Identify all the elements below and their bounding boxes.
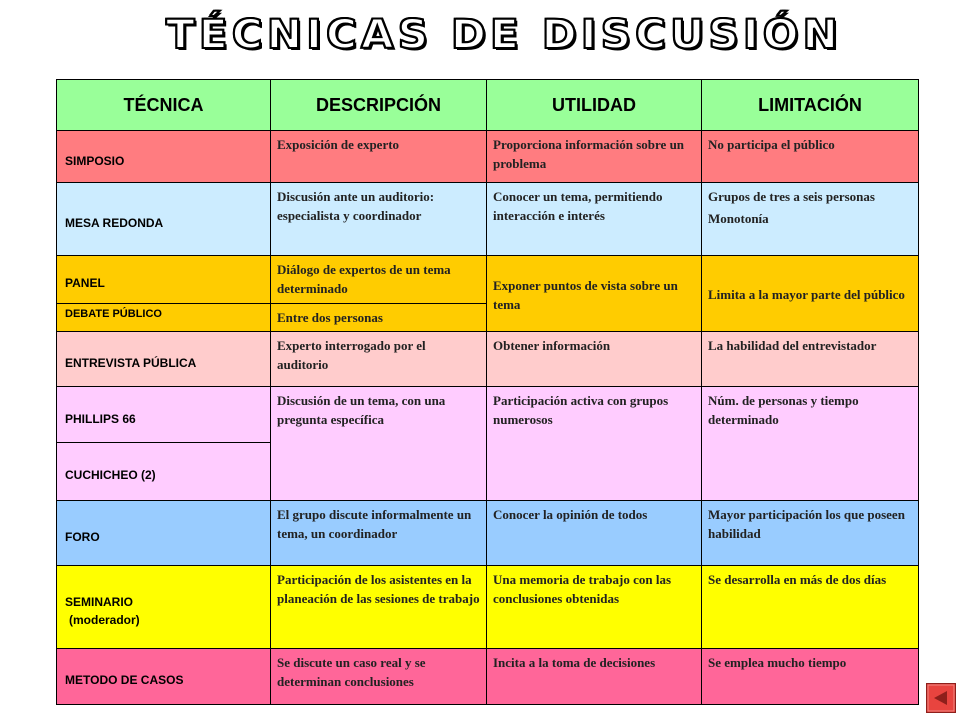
limitacion-line-2: Monotonía [708, 211, 769, 227]
row-foro [57, 500, 919, 565]
header-descripcion: DESCRIPCIÓN [271, 80, 487, 131]
cell-tecnica: METODO DE CASOS [57, 648, 271, 704]
cell-descripcion: Exposición de experto [271, 131, 487, 183]
cell-tecnica: PANEL [57, 255, 271, 303]
row-simposio [57, 131, 919, 183]
cell-tecnica: DEBATE PÚBLICO [57, 304, 271, 332]
header-utilidad: UTILIDAD [487, 80, 702, 131]
cell-utilidad: Participación activa con grupos numerosos [487, 387, 702, 501]
cell-utilidad: Una memoria de trabajo con las conclusiones obtenidas [487, 566, 702, 648]
cell-utilidad: Proporciona información sobre un problema [487, 131, 702, 183]
cell-utilidad: Conocer un tema, permitiendo interacción e interés [487, 183, 702, 255]
cell-descripcion: El grupo discute informalmente un tema, un coordinador [271, 500, 487, 565]
limitacion-line-1: Grupos de tres a seis personas [708, 189, 875, 205]
cell-limitacion [702, 183, 919, 255]
cell-utilidad: Obtener información [487, 332, 702, 387]
cell-limitacion: Se desarrolla en más de dos días [702, 566, 919, 648]
tecnica-line-2: (moderador) [69, 612, 140, 627]
cell-descripcion: Se discute un caso real y se determinan conclusiones [271, 648, 487, 704]
row-panel [57, 255, 919, 303]
header-row [57, 80, 919, 131]
cell-tecnica: MESA REDONDA [57, 183, 271, 255]
cell-utilidad: Exponer puntos de vista sobre un tema [487, 255, 702, 331]
cell-descripcion: Experto interrogado por el auditorio [271, 332, 487, 387]
back-button[interactable] [926, 683, 956, 713]
cell-tecnica [57, 566, 271, 648]
row-mesa-redonda [57, 183, 919, 255]
cell-limitacion: No participa el público [702, 131, 919, 183]
cell-descripcion: Diálogo de expertos de un tema determinado [271, 255, 487, 303]
row-metodo-de-casos [57, 648, 919, 704]
cell-limitacion: Núm. de personas y tiempo determinado [702, 387, 919, 501]
cell-limitacion: Se emplea mucho tiempo [702, 648, 919, 704]
cell-tecnica: CUCHICHEO (2) [57, 442, 271, 500]
cell-tecnica: SIMPOSIO [57, 131, 271, 183]
cell-descripcion: Participación de los asistentes en la planeación de las sesiones de trabajo [271, 566, 487, 648]
cell-utilidad: Incita a la toma de decisiones [487, 648, 702, 704]
header-tecnica: TÉCNICA [57, 80, 271, 131]
row-phillips-66 [57, 387, 919, 442]
cell-tecnica: PHILLIPS 66 [57, 387, 271, 442]
cell-utilidad: Conocer la opinión de todos [487, 500, 702, 565]
cell-limitacion: La habilidad del entrevistador [702, 332, 919, 387]
back-arrow-icon [927, 684, 955, 712]
cell-descripcion: Discusión ante un auditorio: especialista y coordinador [271, 183, 487, 255]
header-limitacion: LIMITACIÓN [702, 80, 919, 131]
techniques-table [56, 79, 919, 705]
cell-limitacion: Mayor participación los que poseen habilidad [702, 500, 919, 565]
cell-tecnica: FORO [57, 500, 271, 565]
cell-descripcion: Entre dos personas [271, 304, 487, 332]
page-title: TÉCNICAS DE DISCUSIÓN [166, 12, 842, 58]
cell-descripcion: Discusión de un tema, con una pregunta específica [271, 387, 487, 501]
row-entrevista-publica [57, 332, 919, 387]
tecnica-line-1: SEMINARIO [65, 594, 134, 609]
cell-tecnica: ENTREVISTA PÚBLICA [57, 332, 271, 387]
row-seminario [57, 566, 919, 648]
cell-limitacion: Limita a la mayor parte del público [702, 255, 919, 331]
